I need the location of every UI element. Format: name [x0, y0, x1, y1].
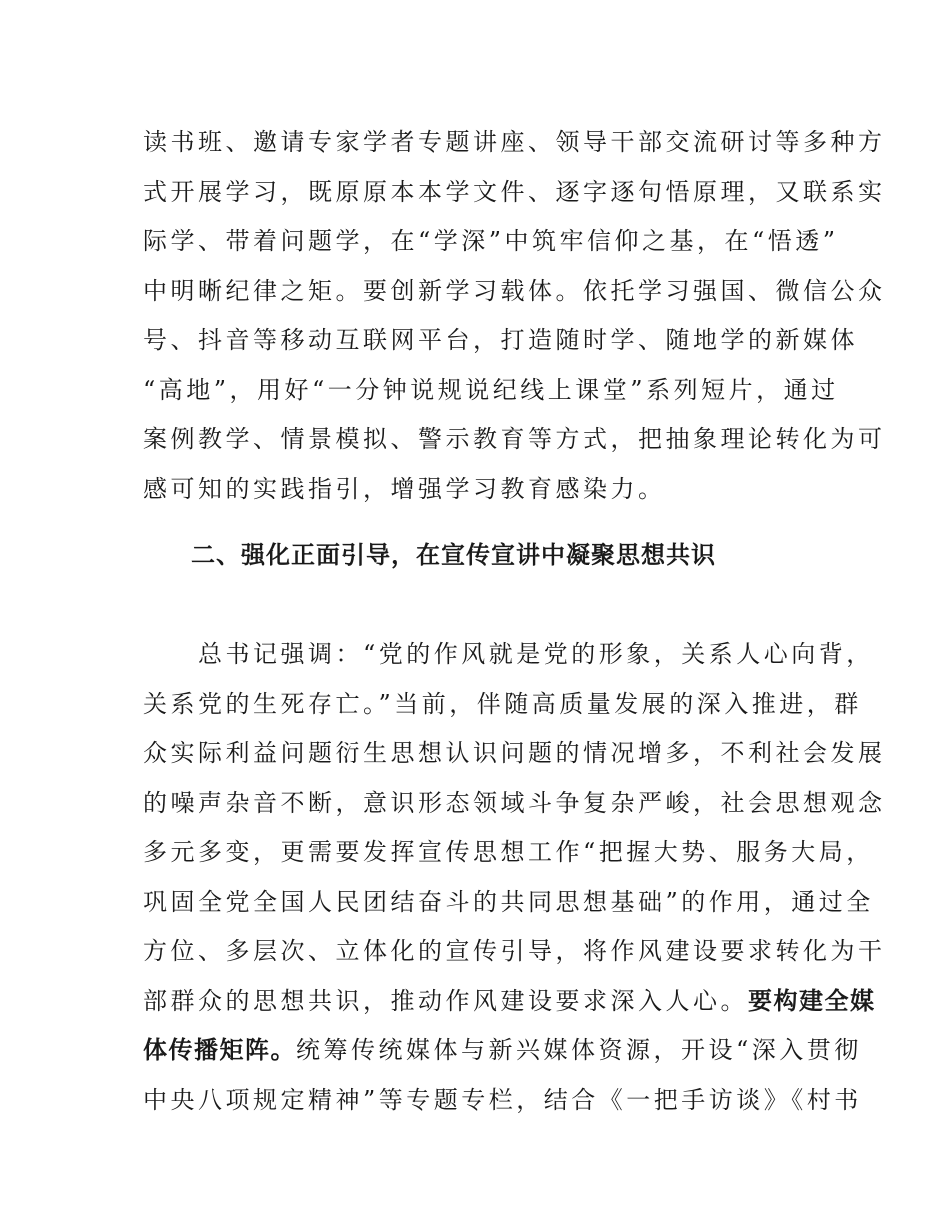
paragraph-2-line-2: 关系党的生死存亡。”当前，伴随高质量发展的深入推进，群	[143, 689, 862, 718]
section-heading-2: 二、强化正面引导，在宣传宣讲中凝聚思想共识	[191, 541, 716, 569]
paragraph-1-line-8: 感可知的实践指引，增强学习教育感染力。	[143, 474, 666, 503]
paragraph-2-line-8	[143, 977, 876, 1027]
paragraph-2-line-4: 的噪声杂音不断，意识形态领域斗争复杂严峻，社会思想观念	[143, 788, 886, 817]
paragraph-2-line-6: 巩固全党全国人民团结奋斗的共同思想基础”的作用，通过全	[143, 887, 874, 916]
paragraph-2-line-8-text: 部群众的思想共识，推动作风建设要求深入人心。	[143, 986, 748, 1015]
paragraph-1-line-2: 式开展学习，既原原本本学文件、逐字逐句悟原理，又联系实	[143, 177, 886, 206]
paragraph-1-line-3: 际学、带着问题学，在“学深”中筑牢信仰之基，在“悟透”	[143, 227, 839, 255]
paragraph-1-line-1: 读书班、邀请专家学者专题讲座、领导干部交流研讨等多种方	[143, 128, 886, 156]
paragraph-2-line-8-bold: 要构建全媒	[748, 986, 876, 1015]
paragraph-2-line-1: 总书记强调：“党的作风就是党的形象，关系人心向背，	[143, 640, 874, 668]
paragraph-1-line-4: 中明晰纪律之矩。要创新学习载体。依托学习强国、微信公众	[143, 276, 886, 305]
paragraph-2-line-7: 方位、多层次、立体化的宣传引导，将作风建设要求转化为干	[143, 937, 886, 965]
paragraph-2-line-9-text: 统筹传统媒体与新兴媒体资源，开设“深入贯彻	[296, 1036, 862, 1064]
paragraph-1-line-6: “高地”，用好“一分钟说规说纪线上课堂”系列短片，通过	[143, 375, 839, 404]
paragraph-1-line-5: 号、抖音等移动互联网平台，打造随时学、随地学的新媒体	[143, 326, 858, 354]
paragraph-2-line-9	[143, 1026, 862, 1076]
paragraph-2-line-10: 中央八项规定精神”等专题专栏，结合《一把手访谈》《村书	[143, 1085, 862, 1114]
paragraph-2	[143, 630, 886, 1125]
paragraph-2-line-9-bold: 体传播矩阵。	[143, 1036, 296, 1064]
paragraph-1	[143, 118, 886, 514]
paragraph-1-line-7: 案例教学、情景模拟、警示教育等方式，把抽象理论转化为可	[143, 425, 886, 453]
paragraph-2-line-5: 多元多变，更需要发挥宣传思想工作“把握大势、服务大局，	[143, 838, 874, 866]
paragraph-2-line-3: 众实际利益问题衍生思想认识问题的情况增多，不利社会发展	[143, 739, 886, 767]
